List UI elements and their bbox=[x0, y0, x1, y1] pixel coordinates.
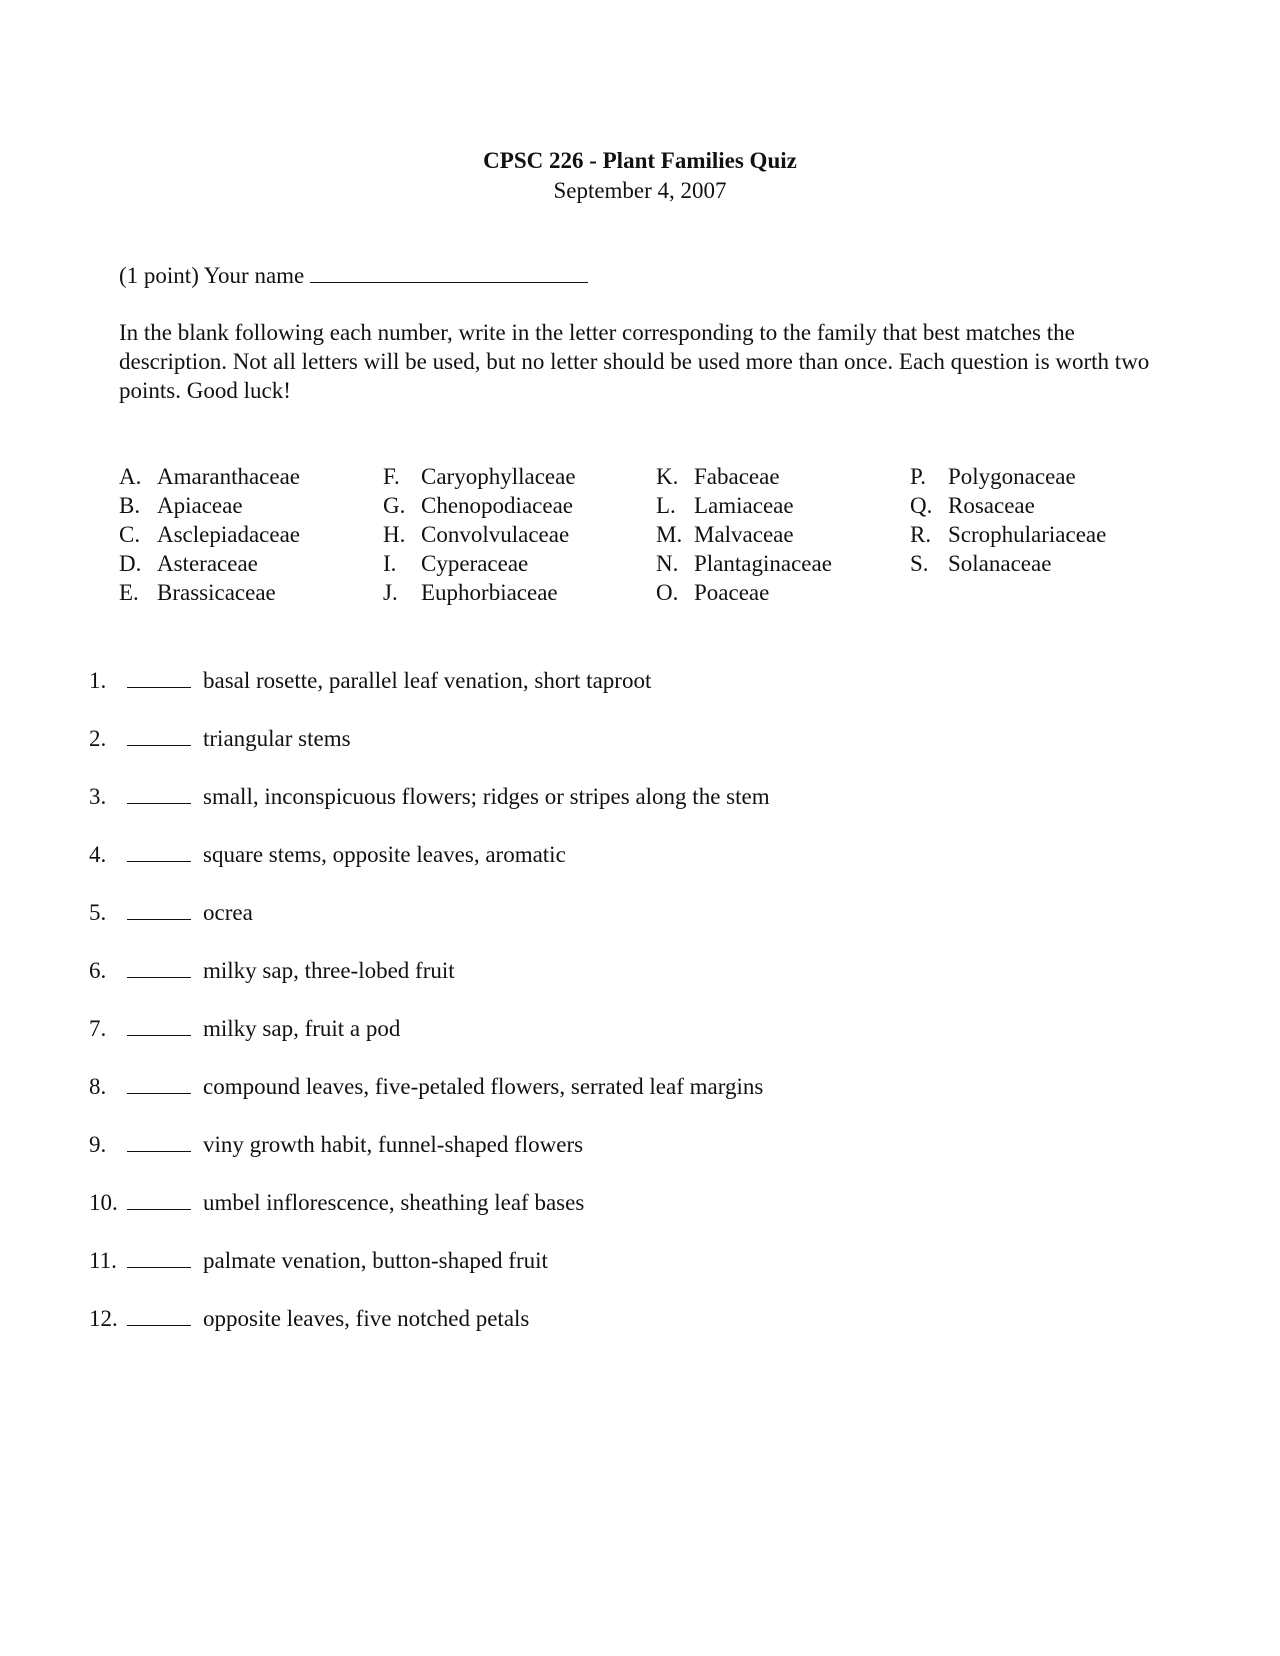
question-text: triangular stems bbox=[203, 726, 351, 751]
instructions: In the blank following each number, write in the letter corresponding to the family that best matches the description. Not all letters will be used, but no letter should be used more than once. Each question is worth two points. Good luck! bbox=[119, 320, 1150, 403]
answer-blank bbox=[127, 842, 191, 862]
question-item bbox=[89, 958, 1089, 1016]
question-item bbox=[89, 1016, 1089, 1074]
family-column bbox=[656, 464, 832, 609]
question-number: 9. bbox=[89, 1132, 107, 1157]
family-name: Asteraceae bbox=[157, 551, 258, 576]
family-item bbox=[656, 464, 832, 493]
family-name: Apiaceae bbox=[157, 493, 243, 518]
family-item bbox=[383, 522, 576, 551]
question-text: opposite leaves, five notched petals bbox=[203, 1306, 530, 1331]
family-letter: G. bbox=[383, 493, 406, 518]
question-text: palmate venation, button-shaped fruit bbox=[203, 1248, 548, 1273]
family-item bbox=[910, 522, 1106, 551]
name-blank bbox=[310, 263, 588, 283]
family-letter: P. bbox=[910, 464, 926, 489]
family-name: Solanaceae bbox=[948, 551, 1052, 576]
answer-blank bbox=[127, 726, 191, 746]
family-letter: C. bbox=[119, 522, 141, 547]
family-item bbox=[383, 551, 576, 580]
family-name: Lamiaceae bbox=[694, 493, 794, 518]
answer-blank bbox=[127, 668, 191, 688]
family-letter: H. bbox=[383, 522, 406, 547]
question-text: viny growth habit, funnel-shaped flowers bbox=[203, 1132, 584, 1157]
family-name: Euphorbiaceae bbox=[421, 580, 558, 605]
answer-blank bbox=[127, 1306, 191, 1326]
family-name: Chenopodiaceae bbox=[421, 493, 573, 518]
family-letter: J. bbox=[383, 580, 398, 605]
question-item bbox=[89, 726, 1089, 784]
family-name: Caryophyllaceae bbox=[421, 464, 576, 489]
question-item bbox=[89, 668, 1089, 726]
family-column bbox=[910, 464, 1106, 580]
family-name: Plantaginaceae bbox=[694, 551, 832, 576]
question-number: 11. bbox=[89, 1248, 117, 1273]
family-item bbox=[910, 464, 1106, 493]
answer-blank bbox=[127, 784, 191, 804]
question-number: 2. bbox=[89, 726, 107, 751]
question-number: 3. bbox=[89, 784, 107, 809]
quiz-date: September 4, 2007 bbox=[553, 178, 727, 203]
family-letter: R. bbox=[910, 522, 932, 547]
family-name: Scrophulariaceae bbox=[948, 522, 1107, 547]
family-item bbox=[119, 464, 300, 493]
family-item bbox=[656, 551, 832, 580]
question-text: umbel inflorescence, sheathing leaf bases bbox=[203, 1190, 585, 1215]
question-number: 5. bbox=[89, 900, 107, 925]
family-letter: Q. bbox=[910, 493, 933, 518]
family-letter: F. bbox=[383, 464, 400, 489]
family-letter: O. bbox=[656, 580, 679, 605]
question-number: 1. bbox=[89, 668, 107, 693]
family-item bbox=[383, 464, 576, 493]
question-text: ocrea bbox=[203, 900, 253, 925]
question-item bbox=[89, 1306, 1089, 1364]
family-name: Rosaceae bbox=[948, 493, 1035, 518]
family-letter: I. bbox=[383, 551, 397, 576]
family-name: Poaceae bbox=[694, 580, 770, 605]
family-name: Fabaceae bbox=[694, 464, 780, 489]
family-name: Malvaceae bbox=[694, 522, 794, 547]
question-number: 8. bbox=[89, 1074, 107, 1099]
answer-blank bbox=[127, 1248, 191, 1268]
family-name: Polygonaceae bbox=[948, 464, 1076, 489]
question-text: basal rosette, parallel leaf venation, short taproot bbox=[203, 668, 652, 693]
family-letter: S. bbox=[910, 551, 929, 576]
question-text: small, inconspicuous flowers; ridges or stripes along the stem bbox=[203, 784, 770, 809]
answer-blank bbox=[127, 1074, 191, 1094]
question-item bbox=[89, 900, 1089, 958]
family-letter: K. bbox=[656, 464, 679, 489]
family-item bbox=[119, 580, 300, 609]
question-number: 12. bbox=[89, 1306, 118, 1331]
family-item bbox=[656, 493, 832, 522]
answer-blank bbox=[127, 900, 191, 920]
answer-blank bbox=[127, 1132, 191, 1152]
family-column bbox=[119, 464, 300, 609]
family-letter: E. bbox=[119, 580, 139, 605]
family-letter: M. bbox=[656, 522, 683, 547]
family-item bbox=[910, 493, 1106, 522]
question-text: compound leaves, five-petaled flowers, serrated leaf margins bbox=[203, 1074, 764, 1099]
question-list bbox=[89, 668, 1089, 1364]
question-item bbox=[89, 842, 1089, 900]
answer-blank bbox=[127, 958, 191, 978]
question-text: square stems, opposite leaves, aromatic bbox=[203, 842, 566, 867]
question-text: milky sap, fruit a pod bbox=[203, 1016, 401, 1041]
question-number: 7. bbox=[89, 1016, 107, 1041]
family-item bbox=[910, 551, 1106, 580]
family-name: Brassicaceae bbox=[157, 580, 276, 605]
family-letter: N. bbox=[656, 551, 679, 576]
name-line bbox=[119, 263, 588, 289]
answer-blank bbox=[127, 1190, 191, 1210]
question-number: 4. bbox=[89, 842, 107, 867]
family-name: Cyperaceae bbox=[421, 551, 529, 576]
page-title: CPSC 226 - Plant Families Quiz bbox=[483, 148, 797, 173]
question-number: 6. bbox=[89, 958, 107, 983]
question-item bbox=[89, 1248, 1089, 1306]
family-letter: B. bbox=[119, 493, 141, 518]
question-item bbox=[89, 1132, 1089, 1190]
family-column bbox=[383, 464, 576, 609]
question-text: milky sap, three-lobed fruit bbox=[203, 958, 455, 983]
family-list bbox=[119, 464, 1179, 609]
question-item bbox=[89, 784, 1089, 842]
family-item bbox=[119, 493, 300, 522]
family-name: Convolvulaceae bbox=[421, 522, 570, 547]
family-name: Asclepiadaceae bbox=[157, 522, 301, 547]
family-item bbox=[383, 580, 576, 609]
family-item bbox=[656, 522, 832, 551]
family-name: Amaranthaceae bbox=[157, 464, 301, 489]
family-item bbox=[119, 522, 300, 551]
family-letter: D. bbox=[119, 551, 142, 576]
answer-blank bbox=[127, 1016, 191, 1036]
family-letter: A. bbox=[119, 464, 142, 489]
family-letter: L. bbox=[656, 493, 676, 518]
question-number: 10. bbox=[89, 1190, 118, 1215]
family-item bbox=[119, 551, 300, 580]
family-item bbox=[383, 493, 576, 522]
name-prompt: (1 point) Your name bbox=[119, 263, 305, 288]
question-item bbox=[89, 1074, 1089, 1132]
family-item bbox=[656, 580, 832, 609]
question-item bbox=[89, 1190, 1089, 1248]
